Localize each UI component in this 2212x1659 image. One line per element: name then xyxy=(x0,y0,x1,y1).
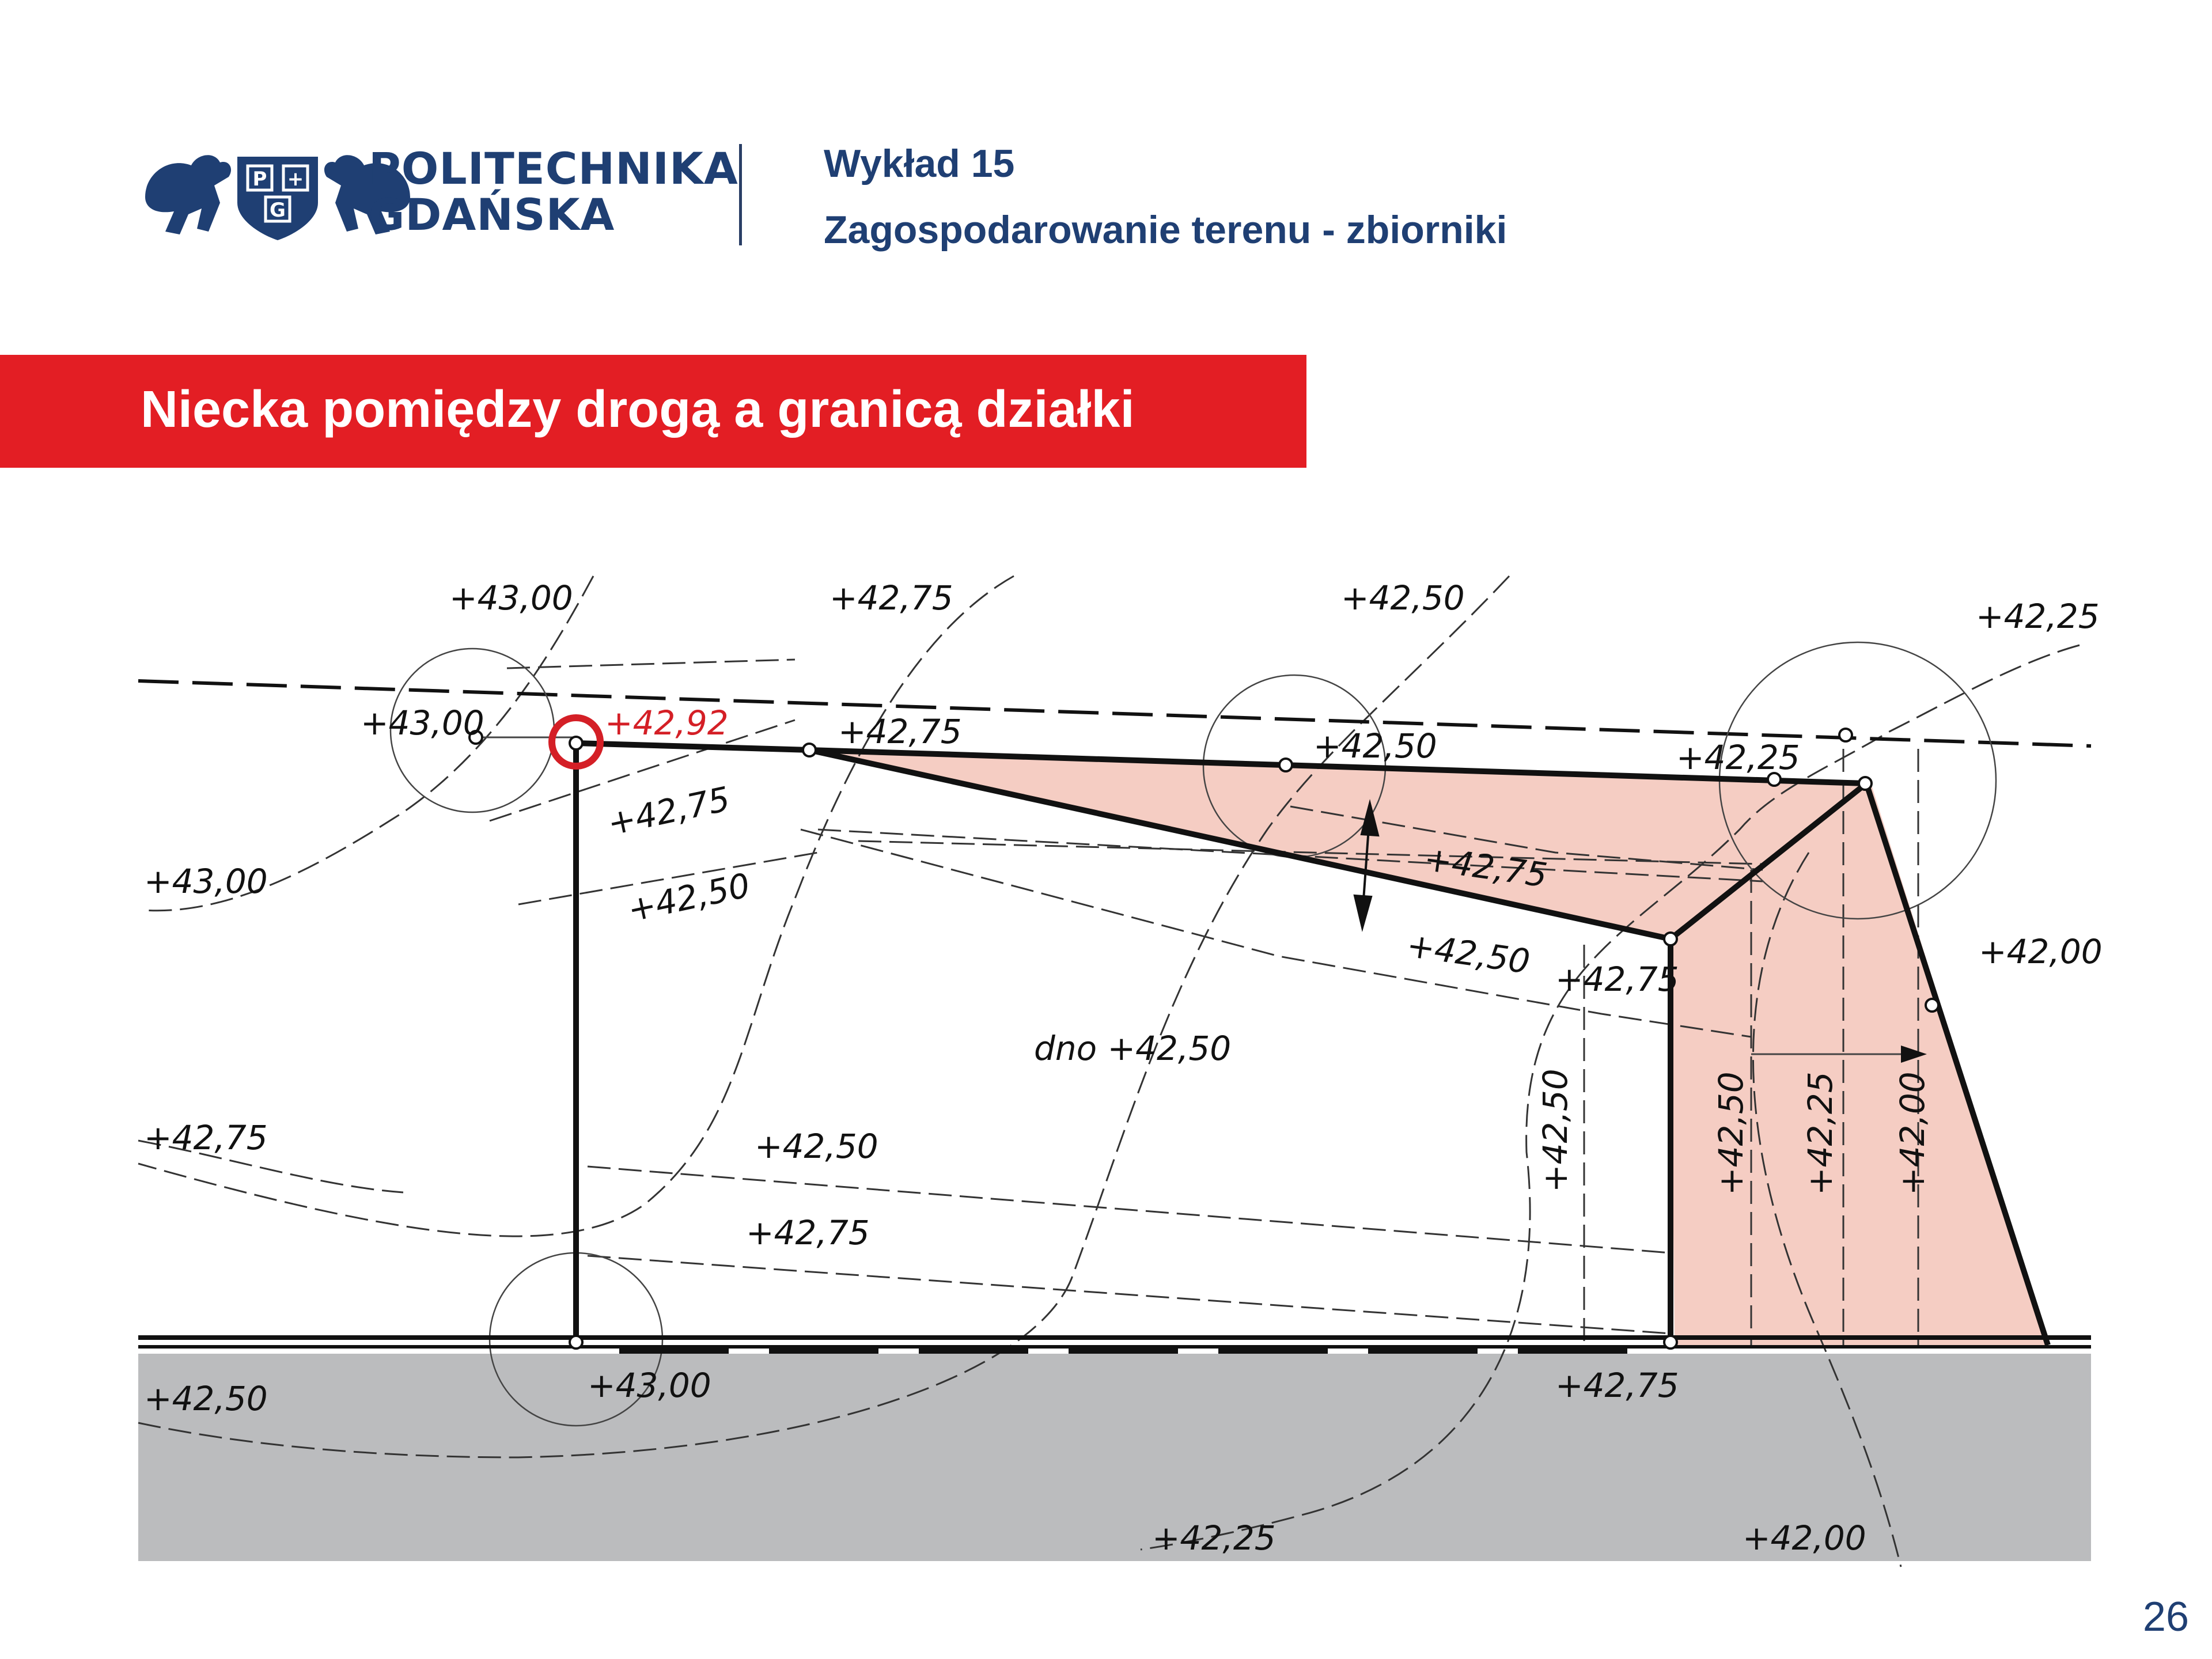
label-road-42-00: +42,00 xyxy=(1743,1518,1866,1558)
label-top-43-00: +43,00 xyxy=(449,578,573,618)
label-point-42-92: +42,92 xyxy=(605,703,729,743)
label-inner-42-50: +42,50 xyxy=(624,865,753,930)
label-vertical-42-25: +42,25 xyxy=(1801,1071,1840,1195)
logo-text-line1: POLITECHNIKA xyxy=(369,143,738,194)
label-point-42-50: +42,50 xyxy=(1313,726,1437,766)
label-right-42-00: +42,00 xyxy=(1979,932,2103,971)
label-vertical-42-50-b: +42,50 xyxy=(1711,1071,1751,1195)
label-vertical-42-50-a: +42,50 xyxy=(1536,1069,1575,1192)
lecture-number: Wykład 15 xyxy=(824,142,1015,185)
label-road-43-00: +43,00 xyxy=(588,1366,711,1405)
label-corner-42-75: +42,75 xyxy=(1555,960,1679,999)
label-vertical-42-00: +42,00 xyxy=(1893,1071,1932,1195)
label-inner-42-75: +42,75 xyxy=(604,779,733,843)
label-top-42-25: +42,25 xyxy=(1976,597,2100,636)
label-left-42-75: +42,75 xyxy=(144,1118,268,1157)
label-mid-42-75: +42,75 xyxy=(746,1213,870,1252)
logo-text-line2: GDAŃSKA xyxy=(369,189,615,240)
svg-text:G: G xyxy=(270,199,286,222)
svg-text:P: P xyxy=(252,168,267,191)
label-road-42-75: +42,75 xyxy=(1555,1366,1679,1405)
label-point-43-00: +43,00 xyxy=(361,703,484,743)
svg-text:+: + xyxy=(287,168,304,191)
label-slope-42-50: +42,50 xyxy=(1404,925,1533,982)
label-point-42-25: +42,25 xyxy=(1676,738,1800,777)
label-slope-42-75: +42,75 xyxy=(1422,839,1550,895)
label-top-42-75: +42,75 xyxy=(830,578,953,618)
curb-segments xyxy=(619,1347,1627,1354)
label-point-42-75: +42,75 xyxy=(838,712,962,751)
lecture-topic: Zagospodarowanie terenu - zbiorniki xyxy=(824,208,1508,252)
label-road-42-50: +42,50 xyxy=(144,1379,268,1418)
label-basin-bottom: dno +42,50 xyxy=(1034,1029,1232,1068)
label-top-42-50: +42,50 xyxy=(1341,578,1465,618)
label-mid-42-50: +42,50 xyxy=(755,1127,878,1166)
label-road-42-25: +42,25 xyxy=(1152,1518,1276,1558)
slide-title: Niecka pomiędzy drogą a granicą działki xyxy=(141,381,1135,438)
page-number: 26 xyxy=(2142,1594,2189,1640)
label-left-43-00: +43,00 xyxy=(144,862,268,901)
